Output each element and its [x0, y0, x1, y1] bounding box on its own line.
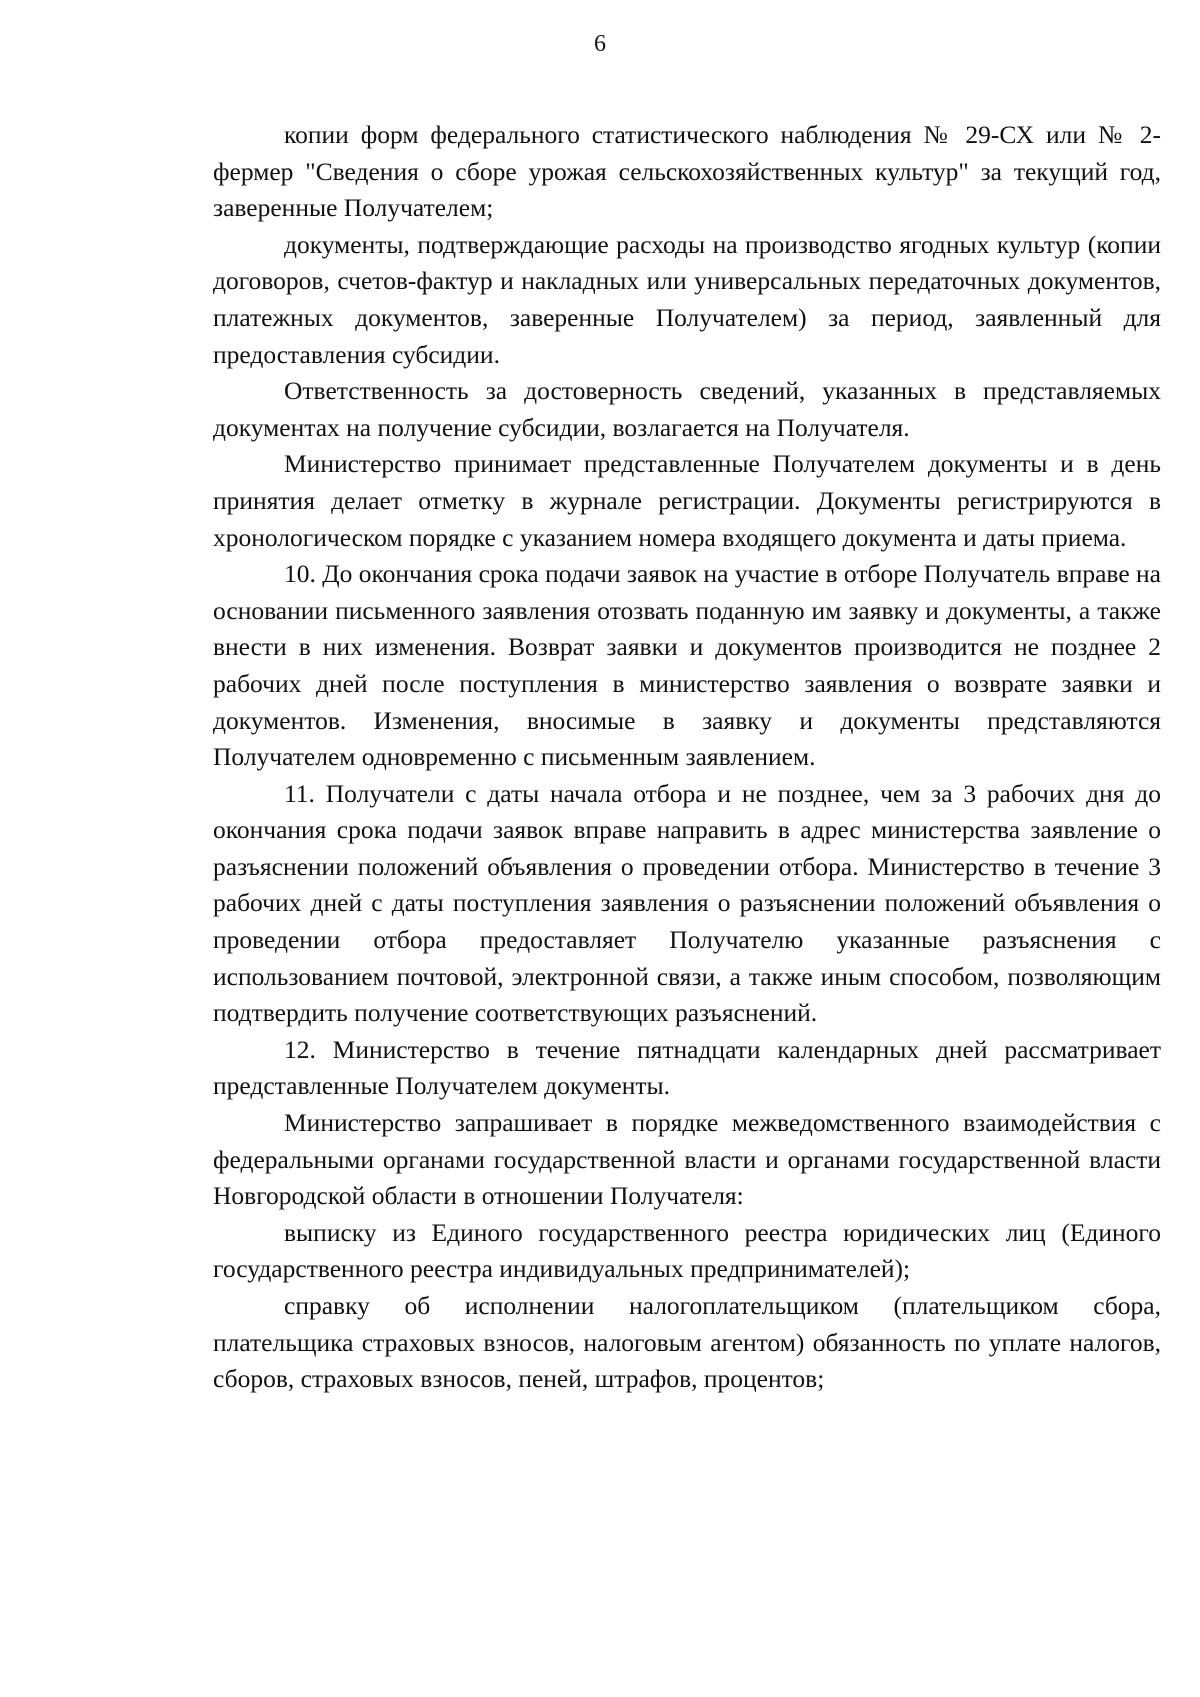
paragraph-tax-certificate: справку об исполнении налогоплательщиком (плательщиком сбора, плательщика страховых взносов, налоговым агентом) обязанность по уплате налогов, сборов, страховых взносов, пеней, штрафов, процентов; — [213, 1291, 1161, 1394]
paragraph-interagency-request: Министерство запрашивает в порядке межведомственного взаимодействия с федеральными органами государственной власти и органами государственной власти Новгородской области в отношении Получателя: — [213, 1108, 1161, 1211]
document-body — [213, 117, 1161, 1398]
paragraph-expense-documents: документы, подтверждающие расходы на производство ягодных культур (копии договоров, счетов-фактур и накладных или универсальных передаточных документов, платежных документов, заверенные Получателем) за период, заявленный для предоставления субсидии. — [213, 229, 1161, 369]
page-number: 6 — [594, 31, 606, 57]
paragraph-statistical-forms: копии форм федерального статистического наблюдения № 29-СХ или № 2-фермер "Сведения о сборе урожая сельскохозяйственных культур" за текущий год, заверенные Получателем; — [213, 120, 1161, 223]
paragraph-registry-extract: выписку из Единого государственного реестра юридических лиц (Единого государственного реестра индивидуальных предпринимателей); — [213, 1217, 1161, 1284]
paragraph-responsibility: Ответственность за достоверность сведений, указанных в представляемых документах на получение субсидии, возлагается на Получателя. — [213, 376, 1161, 442]
paragraph-item-11: 11. Получатели с даты начала отбора и не позднее, чем за 3 рабочих дня до окончания срока подачи заявок вправе направить в адрес министерства заявление о разъяснении положений объявления о проведении отбора. Министерство в течение 3 рабочих дней с даты поступления заявления о разъяснении положений объявления о проведении отбора предоставляет Получателю указанные разъяснения с использованием почтовой, электронной связи, а также иным способом, позволяющим подтвердить получение соответствующих разъяснений. — [213, 778, 1161, 1028]
paragraph-item-12: 12. Министерство в течение пятнадцати календарных дней рассматривает представленные Получателем документы. — [213, 1034, 1161, 1101]
paragraph-registration: Министерство принимает представленные Получателем документы и в день принятия делает отметку в журнале регистрации. Документы регистрируются в хронологическом порядке с указанием номера входящего документа и даты приема. — [213, 449, 1161, 552]
paragraph-item-10: 10. До окончания срока подачи заявок на участие в отборе Получатель вправе на основании письменного заявления отозвать поданную им заявку и документы, а также внести в них изменения. Возврат заявки и документов производится не позднее 2 рабочих дней после поступления в министерство заявления о возврате заявки и документов. Изменения, вносимые в заявку и документы представляются Получателем одновременно с письменным заявлением. — [213, 559, 1161, 772]
